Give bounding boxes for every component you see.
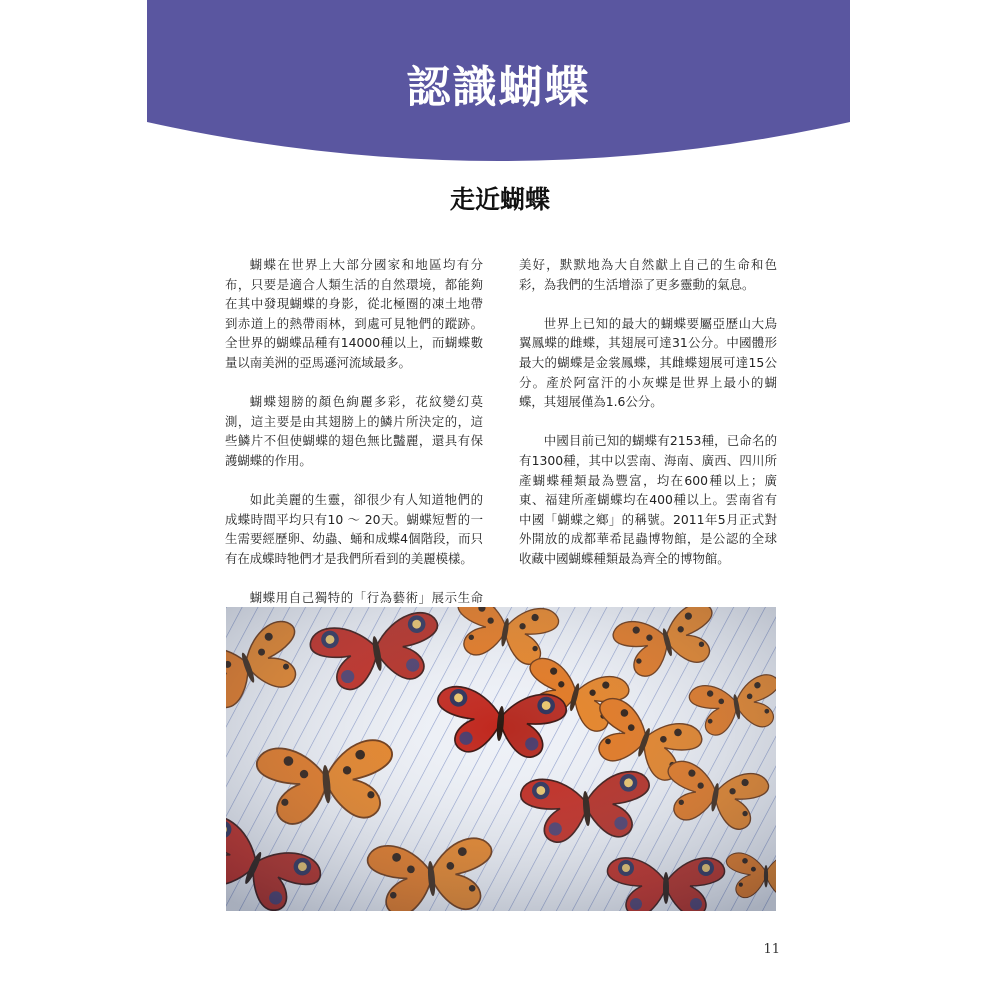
paragraph: 如此美麗的生靈，卻很少有人知道牠們的成蝶時間平均只有10 ～ 20天。蝴蝶短暫的一生需要經歷卵、幼蟲、蛹和成蝶4個階段，而只有在成蝶時牠們才是我們所看到的美麗模樣。 [225,492,483,566]
paragraph: 中國目前已知的蝴蝶有2153種，已命名的有1300種，其中以雲南、海南、廣西、四川所產蝴蝶種類最為豐富，均在600種以上；廣東、福建所產蝴蝶均在400種以上。雲南省有中國「蝴蝶之鄉」的稱號。2011年5月正式對外開放的成都華希昆蟲博物館，是公認的全球收藏中國蝴蝶種類最為齊全的博物館。 [519,433,777,566]
paragraph: 蝴蝶在世界上大部分國家和地區均有分布，只要是適合人類生活的自然環境，都能夠在其中發現蝴蝶的身影，從北極圈的凍土地帶到赤道上的熱帶雨林，到處可見牠們的蹤跡。全世界的蝴蝶品種有14000種以上，而蝴蝶數量以南美洲的亞馬遜河流域最多。 [225,257,483,370]
butterfly-specimens-photo [226,607,776,911]
page-title: 認識蝴蝶 [406,62,591,113]
paragraph: 世界上已知的最大的蝴蝶要屬亞歷山大鳥翼鳳蝶的雌蝶，其翅展可達31公分。中國體形最大的蝴蝶是金裳鳳蝶，其雌蝶翅展可達15公分。產於阿富汗的小灰蝶是世界上最小的蝴蝶，其翅展僅為1.6公分。 [519,315,777,410]
text-column-left [225,255,483,647]
butterfly-specimens-illustration [226,607,776,911]
page-number: 11 [763,942,780,957]
text-column-right [519,255,777,588]
section-title: 走近蝴蝶 [449,185,550,214]
header-band [147,0,850,162]
paragraph: 美好，默默地為大自然獻上自己的生命和色彩，為我們的生活增添了更多靈動的氣息。 [519,257,777,292]
paragraph: 蝴蝶用自己獨特的「行為藝術」展示生命 [249,590,483,606]
paragraph: 蝴蝶翅膀的顏色絢麗多彩，花紋變幻莫測，這主要是由其翅膀上的鱗片所決定的，這些鱗片不但使蝴蝶的翅色無比豔麗，還具有保護蝴蝶的作用。 [225,394,483,468]
